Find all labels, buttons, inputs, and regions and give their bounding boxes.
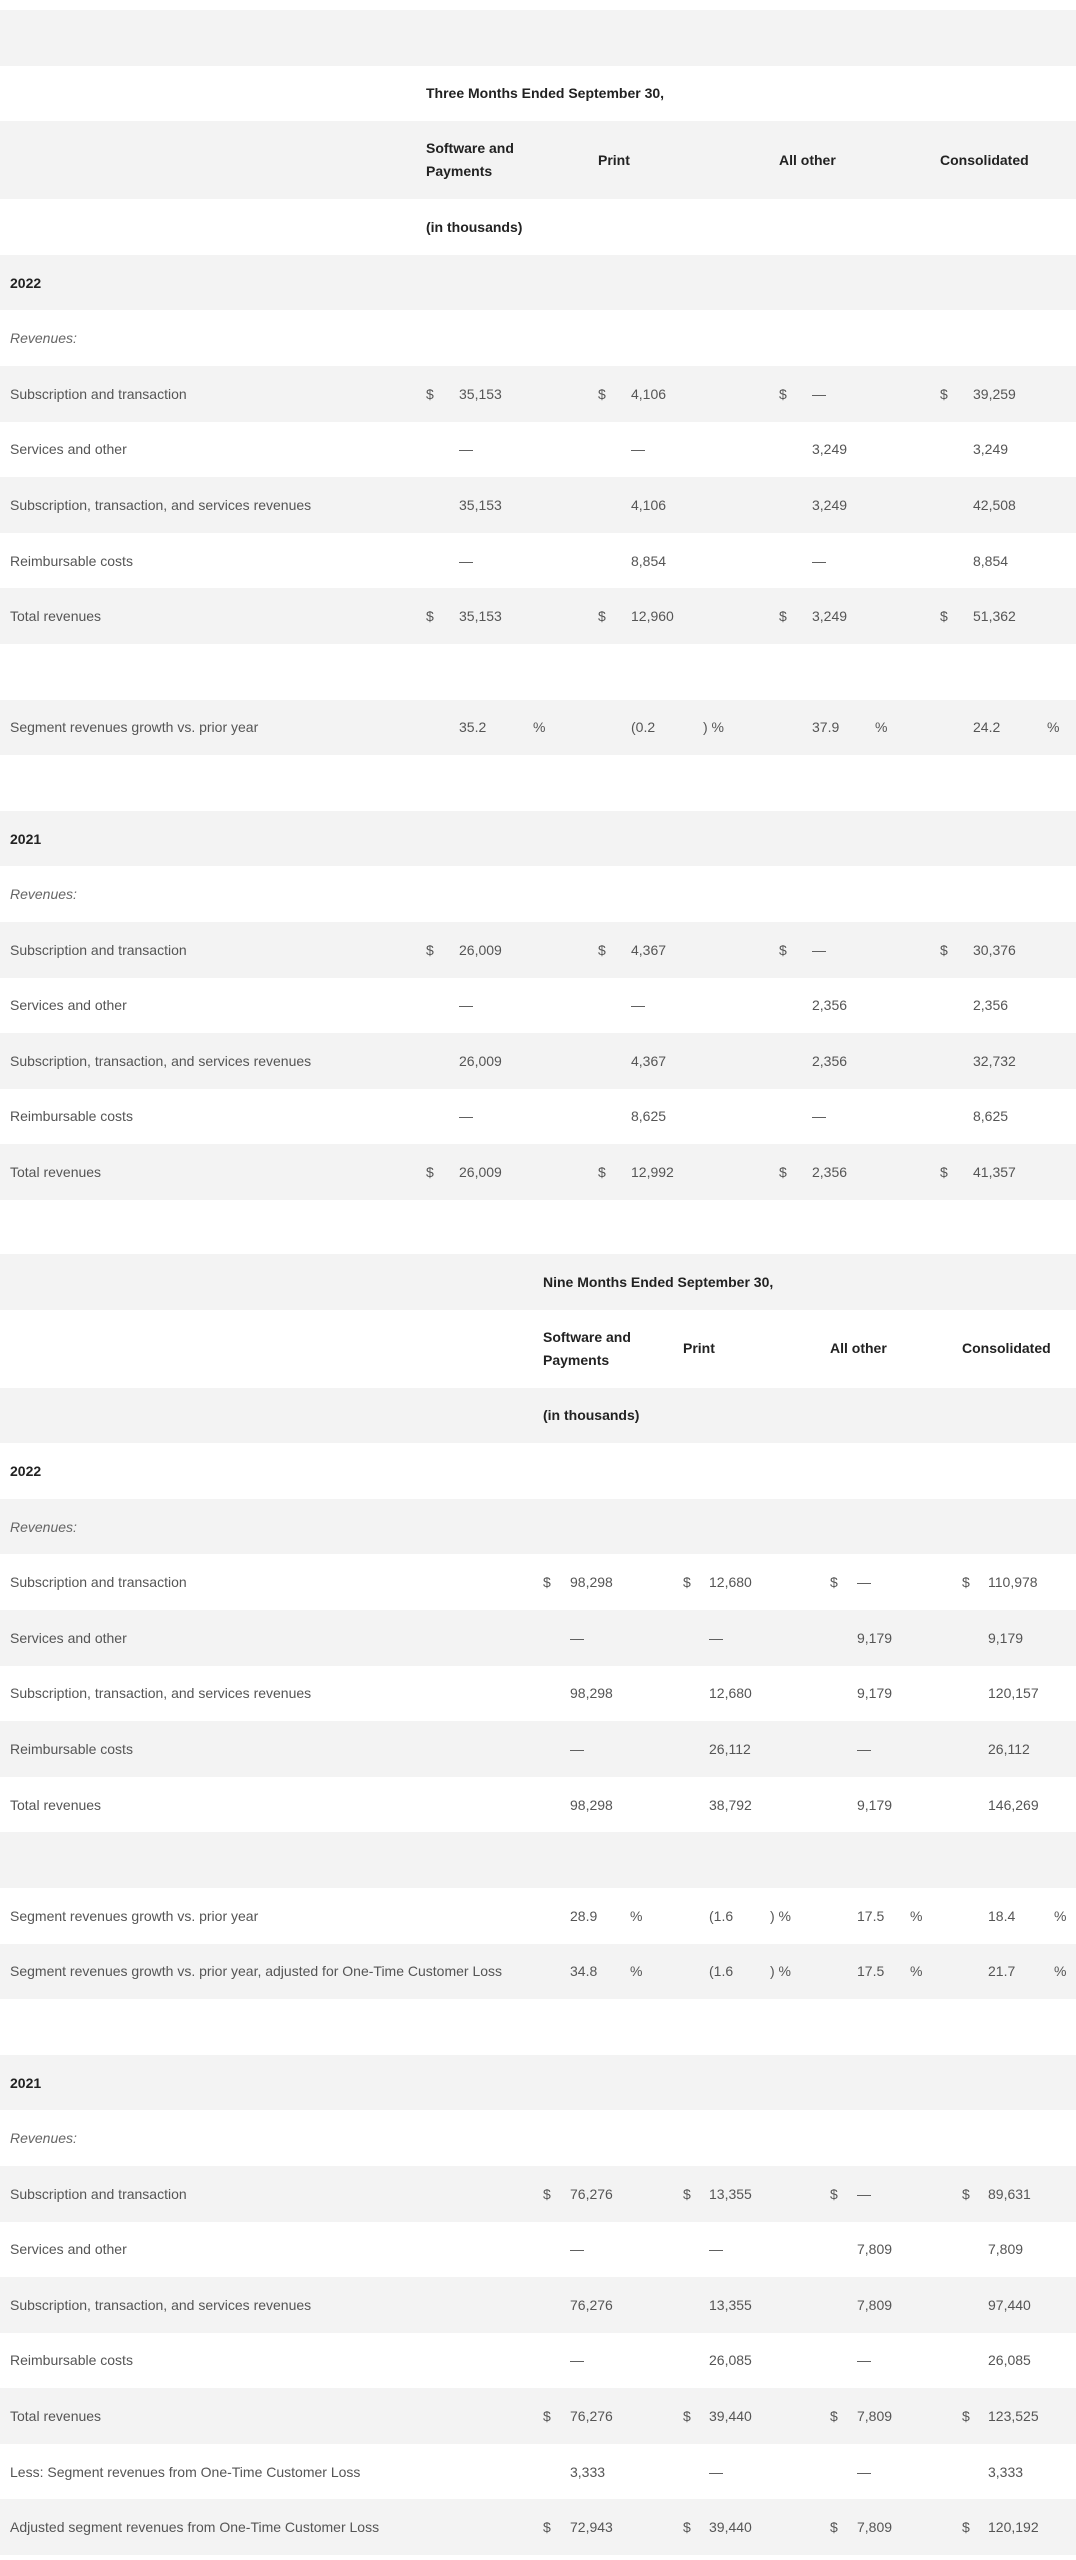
pr-value: 39,440 xyxy=(709,2519,752,2536)
pr-value: — xyxy=(631,441,645,458)
revenues-label-row xyxy=(0,2110,1076,2166)
ao-growth-value: 17.5 xyxy=(857,1907,885,1924)
units-label: (in thousands) xyxy=(543,1407,640,1424)
ao-currency: $ xyxy=(830,2519,838,2536)
co-value: 8,854 xyxy=(973,552,1009,569)
row-label: Reimbursable costs xyxy=(10,1740,133,1757)
co-value: 146,269 xyxy=(988,1796,1039,1813)
table-row xyxy=(0,978,1076,1034)
co-percent-sign: % xyxy=(1047,719,1060,736)
sw-value: 76,276 xyxy=(570,2185,613,2202)
ao-value: — xyxy=(857,2352,871,2369)
pr-currency: $ xyxy=(683,2185,691,2202)
ao-currency: $ xyxy=(779,941,787,958)
ao-currency: $ xyxy=(779,1164,787,1181)
pr-value: 12,992 xyxy=(631,1164,674,1181)
revenues-label: Revenues: xyxy=(10,1518,77,1535)
sw-value: — xyxy=(570,1629,584,1646)
co-value: 120,192 xyxy=(988,2519,1039,2536)
row-label: Total revenues xyxy=(10,1164,102,1181)
row-label: Subscription and transaction xyxy=(10,2185,187,2202)
ao-value: 9,179 xyxy=(857,1685,893,1702)
table-row xyxy=(0,2444,1076,2500)
pr-value: 26,085 xyxy=(709,2352,752,2369)
pr-percent-sign: ) % xyxy=(770,1907,791,1924)
year-row xyxy=(0,2055,1076,2111)
spacer-row xyxy=(0,644,1076,700)
co-value: 123,525 xyxy=(988,2408,1039,2425)
sw-value: 26,009 xyxy=(459,1164,502,1181)
pr-value: 4,367 xyxy=(631,1052,667,1069)
sw-value: 72,943 xyxy=(570,2519,613,2536)
table-row xyxy=(0,1610,1076,1666)
pr-value: — xyxy=(709,2241,723,2258)
ao-growth-value: 17.5 xyxy=(857,1963,885,1980)
pr-value: 13,355 xyxy=(709,2296,752,2313)
co-value: 7,809 xyxy=(988,2241,1024,2258)
row-label: Reimbursable costs xyxy=(10,552,133,569)
co-value: 8,625 xyxy=(973,1108,1009,1125)
row-label: Services and other xyxy=(10,1629,127,1646)
segment-header-software-payments: Software and Payments xyxy=(426,140,514,180)
table-row xyxy=(0,422,1076,478)
row-label: Subscription and transaction xyxy=(10,385,187,402)
ao-currency: $ xyxy=(830,2185,838,2202)
growth-row xyxy=(0,700,1076,756)
sw-currency: $ xyxy=(426,608,434,625)
revenues-label: Revenues: xyxy=(10,2130,77,2147)
ao-percent-sign: % xyxy=(910,1907,923,1924)
sw-growth-value: 34.8 xyxy=(570,1963,598,1980)
year-row xyxy=(0,811,1076,867)
ao-currency: $ xyxy=(830,2408,838,2425)
ao-currency: $ xyxy=(830,1574,838,1591)
ao-value: 2,356 xyxy=(812,1164,848,1181)
row-label: Less: Segment revenues from One-Time Customer Loss xyxy=(10,2463,361,2480)
table-row xyxy=(0,1144,1076,1200)
segment-header-all-other: All other xyxy=(779,151,836,168)
table-row xyxy=(0,2499,1076,2555)
ao-value: 2,356 xyxy=(812,997,848,1014)
table-row xyxy=(0,1554,1076,1610)
row-label: Subscription, transaction, and services revenues xyxy=(10,1685,312,1702)
sw-value: 76,276 xyxy=(570,2296,613,2313)
sw-value: — xyxy=(459,441,473,458)
co-value: 39,259 xyxy=(973,385,1016,402)
column-header-row xyxy=(0,121,1076,199)
pr-value: 12,680 xyxy=(709,1685,752,1702)
spacer-row xyxy=(0,10,1076,66)
year-row xyxy=(0,1443,1076,1499)
segment-header-all-other: All other xyxy=(830,1340,887,1357)
pr-value: 4,367 xyxy=(631,941,667,958)
pr-value: 12,960 xyxy=(631,608,674,625)
ao-value: — xyxy=(857,2463,871,2480)
co-currency: $ xyxy=(962,2185,970,2202)
pr-percent-sign: ) % xyxy=(703,719,724,736)
growth-label: Segment revenues growth vs. prior year xyxy=(10,1907,259,1924)
pr-growth-value: (1.6 xyxy=(709,1963,734,1980)
period-header-row xyxy=(0,66,1076,122)
sw-value: — xyxy=(459,1108,473,1125)
ao-value: — xyxy=(857,1740,871,1757)
ao-value: 7,809 xyxy=(857,2408,893,2425)
sw-value: 26,009 xyxy=(459,941,502,958)
table-row xyxy=(0,477,1076,533)
table-row xyxy=(0,922,1076,978)
pr-value: — xyxy=(631,997,645,1014)
pr-value: 4,106 xyxy=(631,385,667,402)
ao-value: 7,809 xyxy=(857,2519,893,2536)
units-row xyxy=(0,199,1076,255)
pr-value: 13,355 xyxy=(709,2185,752,2202)
ao-growth-value: 37.9 xyxy=(812,719,840,736)
growth-row xyxy=(0,1944,1076,2000)
sw-percent-sign: % xyxy=(630,1907,643,1924)
segment-header-print: Print xyxy=(683,1340,715,1357)
column-header-row xyxy=(0,1310,1076,1388)
pr-currency: $ xyxy=(683,1574,691,1591)
pr-value: 8,625 xyxy=(631,1108,667,1125)
sw-value: 35,153 xyxy=(459,608,502,625)
pr-value: — xyxy=(709,1629,723,1646)
sw-value: 98,298 xyxy=(570,1796,613,1813)
row-label: Subscription, transaction, and services revenues xyxy=(10,2296,312,2313)
sw-currency: $ xyxy=(543,2408,551,2425)
co-currency: $ xyxy=(962,1574,970,1591)
period-header-row xyxy=(0,1254,1076,1310)
ao-value: — xyxy=(857,1574,871,1591)
year-label: 2021 xyxy=(10,2074,42,2091)
table-row xyxy=(0,1777,1076,1833)
sw-value: — xyxy=(570,2352,584,2369)
co-value: 2,356 xyxy=(973,997,1009,1014)
table-row xyxy=(0,1089,1076,1145)
sw-value: — xyxy=(570,2241,584,2258)
co-currency: $ xyxy=(940,608,948,625)
table-row xyxy=(0,2166,1076,2222)
ao-value: — xyxy=(812,552,826,569)
co-value: 26,085 xyxy=(988,2352,1031,2369)
co-currency: $ xyxy=(940,941,948,958)
ao-value: 7,809 xyxy=(857,2241,893,2258)
segment-header-consolidated: Consolidated xyxy=(940,151,1029,168)
segment-header-consolidated: Consolidated xyxy=(962,1340,1051,1357)
pr-value: 38,792 xyxy=(709,1796,752,1813)
revenues-label-row xyxy=(0,310,1076,366)
co-value: 42,508 xyxy=(973,496,1016,513)
ao-value: 9,179 xyxy=(857,1796,893,1813)
spacer-row xyxy=(0,755,1076,811)
co-value: 9,179 xyxy=(988,1629,1024,1646)
revenues-label: Revenues: xyxy=(10,886,77,903)
co-value: 41,357 xyxy=(973,1164,1016,1181)
row-label: Adjusted segment revenues from One-Time Customer Loss xyxy=(10,2519,380,2536)
pr-currency: $ xyxy=(598,608,606,625)
ao-value: — xyxy=(857,2185,871,2202)
ao-percent-sign: % xyxy=(910,1963,923,1980)
year-label: 2022 xyxy=(10,1462,42,1479)
sw-currency: $ xyxy=(426,1164,434,1181)
co-percent-sign: % xyxy=(1054,1963,1067,1980)
row-label: Services and other xyxy=(10,997,127,1014)
ao-currency: $ xyxy=(779,385,787,402)
growth-label: Segment revenues growth vs. prior year xyxy=(10,719,259,736)
ao-value: 3,249 xyxy=(812,496,848,513)
sw-value: 76,276 xyxy=(570,2408,613,2425)
revenues-label-row xyxy=(0,866,1076,922)
table-row xyxy=(0,588,1076,644)
table-row xyxy=(0,2222,1076,2278)
sw-currency: $ xyxy=(543,2519,551,2536)
year-label: 2022 xyxy=(10,274,42,291)
pr-currency: $ xyxy=(598,385,606,402)
co-currency: $ xyxy=(940,1164,948,1181)
row-label: Subscription and transaction xyxy=(10,1574,187,1591)
table-row xyxy=(0,1033,1076,1089)
co-percent-sign: % xyxy=(1054,1907,1067,1924)
sw-value: 26,009 xyxy=(459,1052,502,1069)
growth-label: Segment revenues growth vs. prior year, adjusted for One-Time Customer Loss xyxy=(10,1963,503,1980)
pr-value: 26,112 xyxy=(709,1740,751,1757)
sw-currency: $ xyxy=(426,941,434,958)
co-value: 97,440 xyxy=(988,2296,1031,2313)
sw-value: — xyxy=(570,1740,584,1757)
ao-value: — xyxy=(812,385,826,402)
row-label: Reimbursable costs xyxy=(10,2352,133,2369)
table-row xyxy=(0,1666,1076,1722)
row-label: Services and other xyxy=(10,2241,127,2258)
pr-value: 12,680 xyxy=(709,1574,752,1591)
co-growth-value: 21.7 xyxy=(988,1963,1016,1980)
year-label: 2021 xyxy=(10,830,42,847)
co-value: 89,631 xyxy=(988,2185,1031,2202)
row-label: Total revenues xyxy=(10,608,102,625)
units-label: (in thousands) xyxy=(426,218,523,235)
year-row xyxy=(0,255,1076,311)
ao-value: 3,249 xyxy=(812,608,848,625)
sw-percent-sign: % xyxy=(630,1963,643,1980)
ao-currency: $ xyxy=(779,608,787,625)
row-label: Subscription, transaction, and services revenues xyxy=(10,1052,312,1069)
row-label: Total revenues xyxy=(10,1796,102,1813)
sw-growth-value: 35.2 xyxy=(459,719,487,736)
pr-value: — xyxy=(709,2463,723,2480)
co-value: 32,732 xyxy=(973,1052,1016,1069)
co-growth-value: 24.2 xyxy=(973,719,1001,736)
period-header: Three Months Ended September 30, xyxy=(426,85,665,102)
pr-growth-value: (0.2 xyxy=(631,719,656,736)
pr-value: 8,854 xyxy=(631,552,667,569)
units-row xyxy=(0,1388,1076,1444)
pr-growth-value: (1.6 xyxy=(709,1907,734,1924)
pr-percent-sign: ) % xyxy=(770,1963,791,1980)
sw-value: — xyxy=(459,552,473,569)
sw-value: 3,333 xyxy=(570,2463,606,2480)
co-value: 30,376 xyxy=(973,941,1016,958)
revenues-label-row xyxy=(0,1499,1076,1555)
co-value: 120,157 xyxy=(988,1685,1039,1702)
spacer-row xyxy=(0,1999,1076,2055)
sw-currency: $ xyxy=(543,1574,551,1591)
co-currency: $ xyxy=(962,2519,970,2536)
co-value: 51,362 xyxy=(973,608,1016,625)
ao-value: — xyxy=(812,941,826,958)
growth-row xyxy=(0,1888,1076,1944)
table-row xyxy=(0,2333,1076,2389)
co-value: 3,333 xyxy=(988,2463,1024,2480)
table-row xyxy=(0,2277,1076,2333)
ao-value: 3,249 xyxy=(812,441,848,458)
pr-currency: $ xyxy=(598,1164,606,1181)
period-header: Nine Months Ended September 30, xyxy=(543,1273,774,1290)
table-row xyxy=(0,1721,1076,1777)
spacer-row xyxy=(0,1832,1076,1888)
row-label: Reimbursable costs xyxy=(10,1108,133,1125)
sw-value: 35,153 xyxy=(459,385,502,402)
co-currency: $ xyxy=(962,2408,970,2425)
row-label: Subscription and transaction xyxy=(10,941,187,958)
ao-value: 2,356 xyxy=(812,1052,848,1069)
segment-header-software-payments: Software and Payments xyxy=(543,1328,631,1368)
co-growth-value: 18.4 xyxy=(988,1907,1016,1924)
sw-currency: $ xyxy=(543,2185,551,2202)
sw-currency: $ xyxy=(426,385,434,402)
co-value: 110,978 xyxy=(988,1574,1038,1591)
pr-currency: $ xyxy=(683,2408,691,2425)
pr-value: 4,106 xyxy=(631,496,667,513)
sw-value: 98,298 xyxy=(570,1574,613,1591)
three-months-table xyxy=(0,10,1076,1200)
co-currency: $ xyxy=(940,385,948,402)
row-label: Subscription, transaction, and services revenues xyxy=(10,496,312,513)
row-label: Services and other xyxy=(10,441,127,458)
ao-percent-sign: % xyxy=(875,719,888,736)
sw-value: 98,298 xyxy=(570,1685,613,1702)
pr-currency: $ xyxy=(683,2519,691,2536)
co-value: 3,249 xyxy=(973,441,1009,458)
ao-value: 7,809 xyxy=(857,2296,893,2313)
table-row xyxy=(0,533,1076,589)
table-row xyxy=(0,366,1076,422)
ao-value: — xyxy=(812,1108,826,1125)
co-value: 26,112 xyxy=(988,1740,1030,1757)
ao-value: 9,179 xyxy=(857,1629,893,1646)
sw-value: 35,153 xyxy=(459,496,502,513)
pr-value: 39,440 xyxy=(709,2408,752,2425)
pr-currency: $ xyxy=(598,941,606,958)
segment-header-print: Print xyxy=(598,151,630,168)
sw-value: — xyxy=(459,997,473,1014)
sw-growth-value: 28.9 xyxy=(570,1907,598,1924)
sw-percent-sign: % xyxy=(533,719,546,736)
row-label: Total revenues xyxy=(10,2408,102,2425)
table-row xyxy=(0,2388,1076,2444)
revenues-label: Revenues: xyxy=(10,330,77,347)
nine-months-table xyxy=(0,1254,1076,2555)
